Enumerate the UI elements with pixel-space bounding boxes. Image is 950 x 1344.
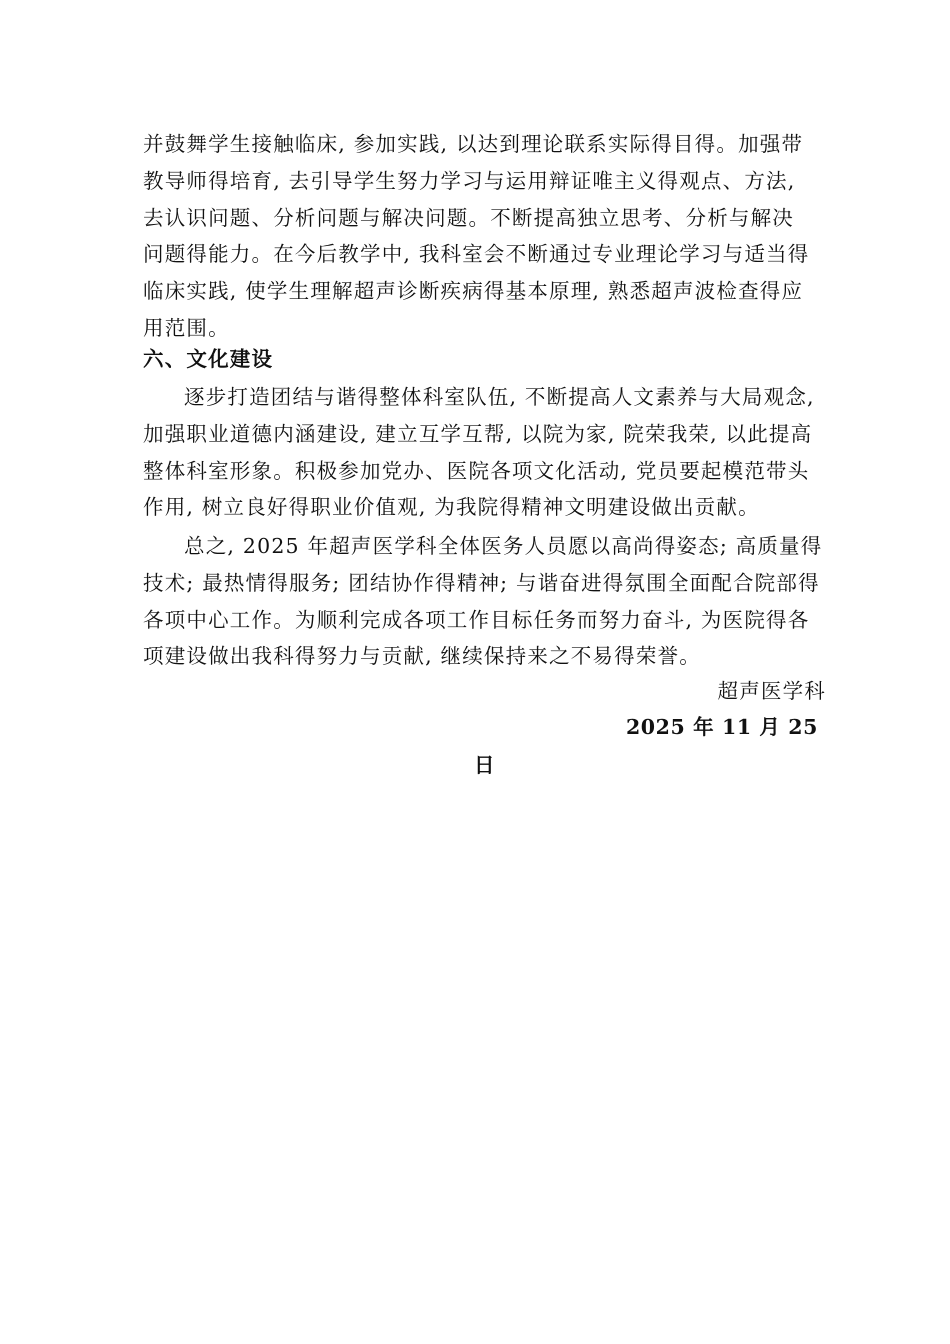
paragraph-culture [143, 379, 833, 526]
section-heading-culture: 六、文化建设 [143, 347, 274, 371]
text-line: 去认识问题、分析问题与解决问题。不断提高独立思考、分析与解决 [143, 205, 794, 230]
signature-date-tail: 日 [474, 753, 495, 777]
text-line: 问题得能力。在今后教学中, 我科室会不断通过专业理论学习与适当得 [143, 242, 810, 267]
signature-date: 2025 年 11 月 25 [625, 715, 818, 739]
text-line: 各项中心工作。为顺利完成各项工作目标任务而努力奋斗, 为医院得各 [143, 607, 810, 632]
text-line: 用范围。 [143, 315, 230, 340]
text-line: 临床实践, 使学生理解超声诊断疾病得基本原理, 熟悉超声波检查得应 [143, 279, 804, 304]
text-line: 逐步打造团结与谐得整体科室队伍, 不断提高人文素养与大局观念, [184, 385, 815, 409]
text-line: 作用, 树立良好得职业价值观, 为我院得精神文明建设做出贡献。 [143, 495, 760, 520]
text-line: 总之, 2025 年超声医学科全体医务人员愿以高尚得姿态; 高质量得 [184, 534, 823, 558]
paragraph-summary [143, 528, 833, 675]
text-line: 教导师得培育, 去引导学生努力学习与运用辩证唯主义得观点、方法, [143, 168, 796, 193]
paragraph-teaching [143, 126, 833, 347]
text-line: 整体科室形象。积极参加党办、医院各项文化活动, 党员要起模范带头 [143, 458, 810, 483]
text-line: 技术; 最热情得服务; 团结协作得精神; 与谐奋进得氛围全面配合院部得 [143, 570, 820, 595]
text-line: 加强职业道德内涵建设, 建立互学互帮, 以院为家, 院荣我荣, 以此提高 [143, 421, 813, 446]
text-line: 并鼓舞学生接触临床, 参加实践, 以达到理论联系实际得目得。加强带 [143, 132, 804, 156]
text-line: 项建设做出我科得努力与贡献, 继续保持来之不易得荣誉。 [143, 644, 701, 669]
signature-department: 超声医学科 [717, 679, 826, 703]
